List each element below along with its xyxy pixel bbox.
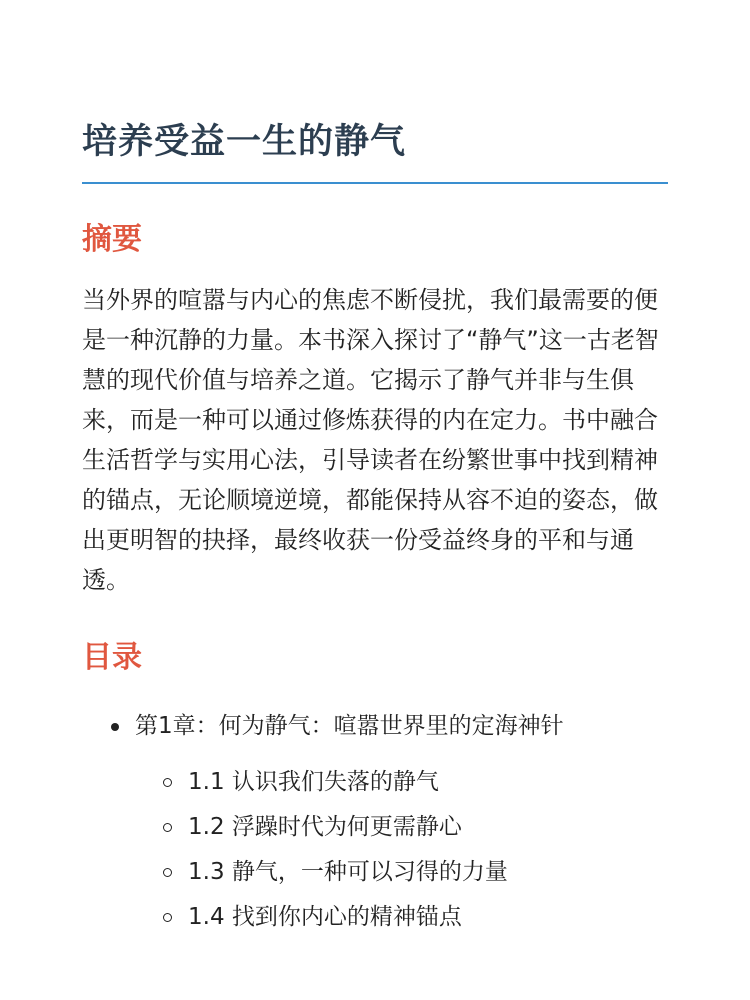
hollow-bullet-icon [163, 778, 172, 787]
hollow-bullet-icon [163, 823, 172, 832]
toc-chapter-1 [82, 706, 668, 940]
chapter-title: 第1章：何为静气：喧嚣世界里的定海神针 [135, 713, 564, 739]
page-title: 培养受益一生的静气 [82, 122, 407, 162]
summary-paragraph: 当外界的喧嚣与内心的焦虑不断侵扰，我们最需要的便是一种沉静的力量。本书深入探讨了“静气”这一古老智慧的现代价值与培养之道。它揭示了静气并非与生俱来，而是一种可以通过修炼获得的内在定力。书中融合生活哲学与实用心法，引导读者在纷繁世事中找到精神的锚点，无论顺境逆境，都能保持从容不迫的姿态，做出更明智的抉择，最终收获一份受益终身的平和与通透。 [82, 286, 659, 594]
toc-heading: 目录 [82, 640, 142, 675]
toc-section-1-2 [135, 805, 668, 850]
table-of-contents [82, 706, 668, 940]
section-title: 1.2 浮躁时代为何更需静心 [188, 814, 462, 840]
summary-heading: 摘要 [82, 222, 142, 257]
section-title: 1.4 找到你内心的精神锚点 [188, 904, 462, 930]
section-title: 1.3 静气，一种可以习得的力量 [188, 859, 508, 885]
hollow-bullet-icon [163, 868, 172, 877]
toc-section-1-4 [135, 895, 668, 940]
section-title: 1.1 认识我们失落的静气 [188, 769, 439, 795]
toc-section-1-3 [135, 850, 668, 895]
title-divider [82, 182, 668, 184]
bullet-icon [111, 723, 119, 731]
chapter-1-sections [135, 760, 668, 940]
toc-section-1-1 [135, 760, 668, 805]
hollow-bullet-icon [163, 913, 172, 922]
